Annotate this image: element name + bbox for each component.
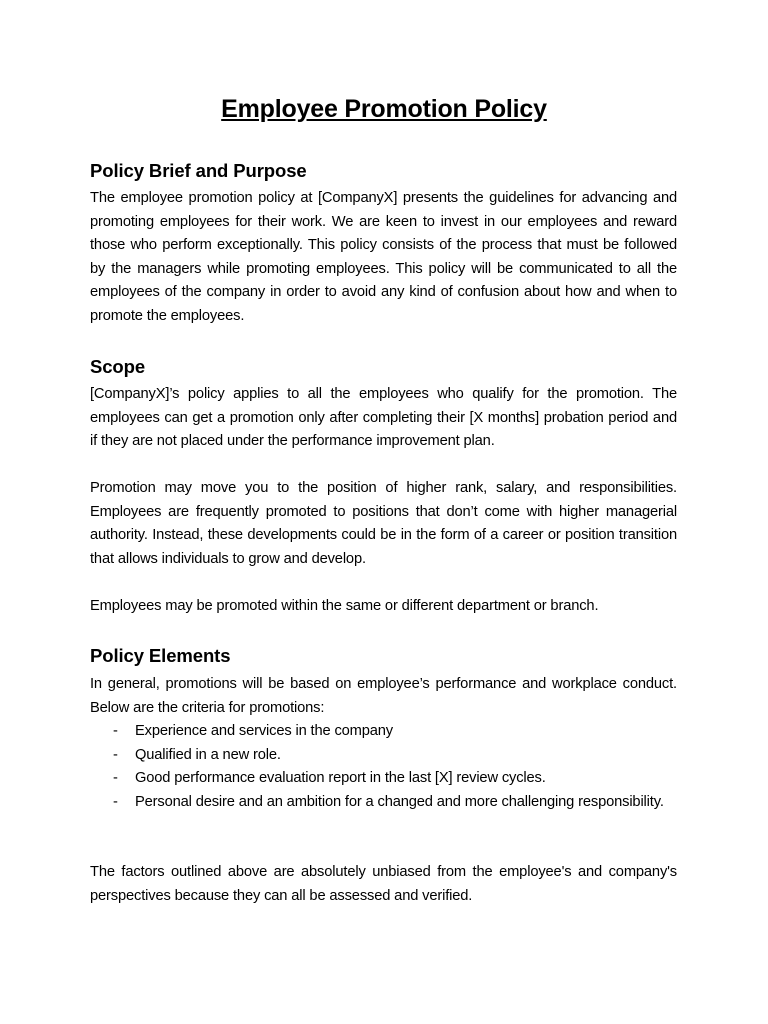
- bullet-dash: -: [113, 770, 118, 787]
- paragraph-scope-3: Employees may be promoted within the same or different department or branch.: [90, 598, 599, 614]
- criteria-list: [90, 720, 677, 814]
- list-item: [90, 744, 677, 768]
- bullet-dash: -: [113, 746, 118, 763]
- criteria-text: Personal desire and an ambition for a changed and more challenging responsibility.: [135, 793, 664, 810]
- list-item: [90, 791, 677, 815]
- document-title: Employee Promotion Policy: [221, 95, 547, 123]
- paragraph-elements-intro: In general, promotions will be based on employee’s performance and workplace conduct. Below are the criteria for promotions:: [90, 676, 677, 716]
- bullet-dash: -: [113, 793, 118, 810]
- criteria-text: Experience and services in the company: [135, 723, 394, 739]
- bullet-dash: -: [113, 723, 118, 739]
- criteria-text: Good performance evaluation report in the last [X] review cycles.: [135, 770, 546, 787]
- criteria-text: Qualified in a new role.: [135, 746, 281, 763]
- paragraph-scope-2: Promotion may move you to the position of higher rank, salary, and responsibilities. Employees are frequently promoted to positions that don’t come with higher managerial authority. Instead, these developments could be in the form of a career or position transition that allows individuals to grow and develop.: [90, 480, 677, 567]
- heading-scope: Scope: [90, 356, 146, 377]
- heading-policy-brief: Policy Brief and Purpose: [90, 160, 307, 181]
- heading-policy-elements: Policy Elements: [90, 645, 231, 666]
- list-item: [90, 720, 677, 744]
- paragraph-closing: The factors outlined above are absolutely unbiased from the employee's and company's perspectives because they can all be assessed and verified.: [90, 864, 677, 904]
- list-item: [90, 767, 677, 791]
- paragraph-scope-1: [CompanyX]’s policy applies to all the employees who qualify for the promotion. The employees can get a promotion only after completing their [X months] probation period and if they are not placed under the performance improvement plan.: [90, 386, 677, 450]
- paragraph-purpose: The employee promotion policy at [CompanyX] presents the guidelines for advancing and promoting employees for their work. We are keen to invest in our employees and reward those who perform exceptionally. This policy consists of the process that must be followed by the managers while promoting employees. This policy will be communicated to all the employees of the company in order to avoid any kind of confusion about how and when to promote the employees.: [90, 190, 677, 324]
